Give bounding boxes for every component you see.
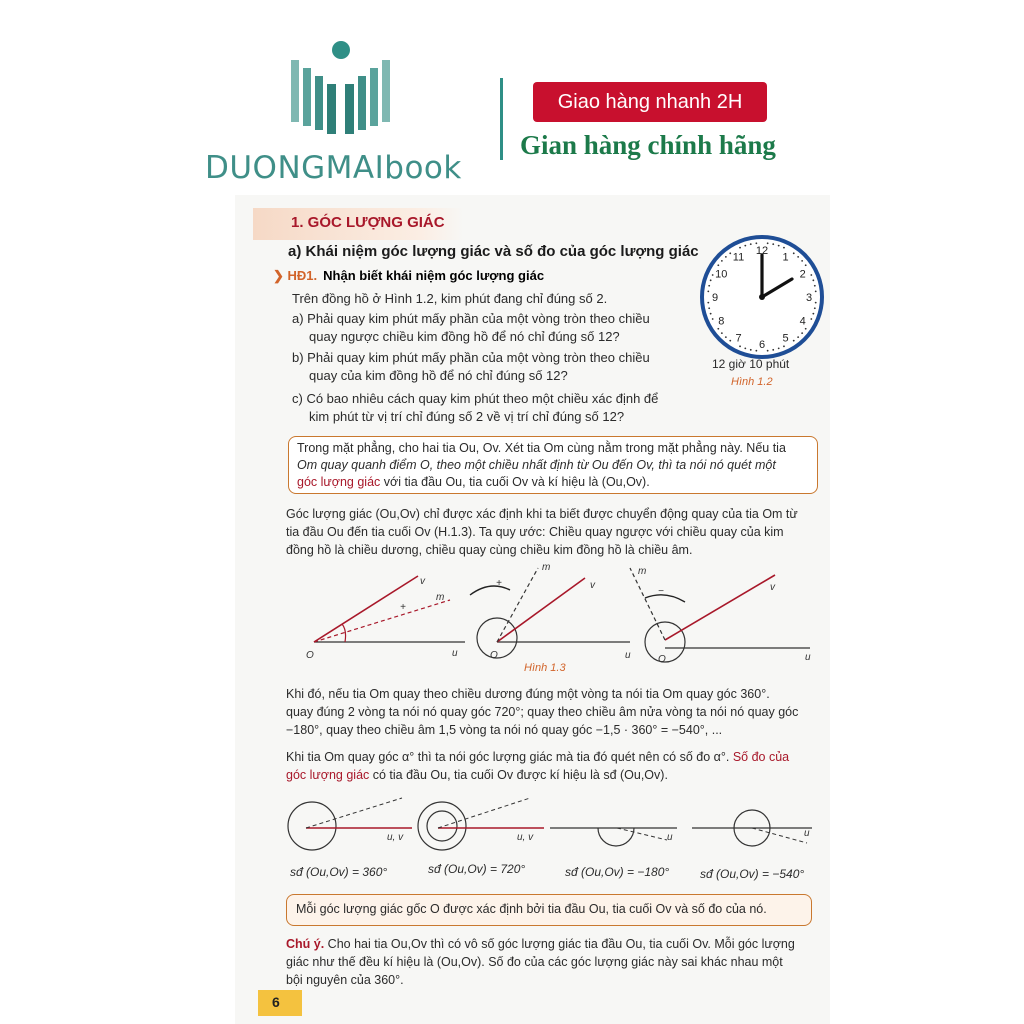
- clock-number-9: 9: [711, 292, 719, 304]
- fig13-label-O-3: O: [658, 654, 666, 665]
- fig13-label-O-2: O: [490, 650, 498, 661]
- measure-label-minus180: sđ (Ou,Ov) = −180°: [565, 865, 670, 879]
- clock-tick: [725, 336, 727, 338]
- clock-tick: [805, 264, 807, 266]
- measure-label-minus540: sđ (Ou,Ov) = −540°: [700, 867, 805, 881]
- clock-tick: [750, 349, 752, 351]
- fig13-label-O: O: [306, 650, 314, 661]
- clock-tick: [797, 256, 799, 258]
- clock-tick: [755, 350, 757, 352]
- clock-number-1: 1: [782, 251, 789, 264]
- figure-1-3: [300, 560, 820, 670]
- fig13-label-v-3: v: [770, 582, 775, 593]
- paragraph1-line2: tia đầu Ou đến tia cuối Ov (H.1.3). Ta quy ước: Chiều quay ngược với chiều quay của kim: [286, 525, 784, 539]
- summary-text: Mỗi góc lượng giác gốc O được xác định bởi tia đầu Ou, tia cuối Ov và số đo của nó.: [296, 902, 767, 916]
- clock-tick: [793, 340, 795, 342]
- clock-tick: [707, 302, 709, 304]
- clock-tick: [767, 242, 769, 244]
- paragraph1-line1: Góc lượng giác (Ou,Ov) chỉ được xác định khi ta biết được chuyển động quay của tia Om từ: [286, 507, 798, 521]
- paragraph2-line2: quay đúng 2 vòng ta nói nó quay góc 720°; quay theo chiều âm nửa vòng ta nói nó quay góc: [286, 705, 799, 719]
- definition-line3: góc lượng giác với tia đầu Ou, tia cuối Ov và kí hiệu là (Ou,Ov).: [297, 475, 650, 489]
- activity-heading: ❯ HĐ1. Nhận biết khái niệm góc lượng giác: [273, 268, 545, 283]
- measure-uv-1: u, v: [387, 832, 404, 843]
- note-line3: bội nguyên của 360°.: [286, 973, 404, 987]
- clock-tick: [721, 332, 723, 334]
- activity-intro: Trên đồng hồ ở Hình 1.2, kim phút đang chỉ đúng số 2.: [292, 291, 608, 306]
- paragraph2-line1: Khi đó, nếu tia Om quay theo chiều dương đúng một vòng ta nói tia Om quay góc 360°.: [286, 687, 770, 701]
- brand-logo: [285, 38, 397, 136]
- fast-delivery-badge: Giao hàng nhanh 2H: [533, 82, 767, 122]
- question-a-line1: a) Phải quay kim phút mấy phần của một vòng tròn theo chiều: [292, 311, 650, 326]
- measure-label-720: sđ (Ou,Ov) = 720°: [428, 862, 526, 876]
- fig13-label-m: m: [436, 592, 445, 603]
- clock-tick: [810, 274, 812, 276]
- note-line1: Chú ý. Cho hai tia Ou,Ov thì có vô số góc lượng giác tia đầu Ou, tia cuối Ov. Mỗi góc lượng: [286, 937, 795, 951]
- figure-1-2-caption: Hình 1.2: [731, 376, 773, 388]
- fig13-label-v-2: v: [590, 580, 595, 591]
- clock-tick: [750, 243, 752, 245]
- clock-figure: [692, 235, 832, 360]
- store-slogan: Gian hàng chính hãng: [520, 130, 776, 160]
- activity-title: Nhận biết khái niệm góc lượng giác: [323, 268, 545, 283]
- clock-tick: [725, 256, 727, 258]
- activity-tag: HĐ1.: [287, 268, 318, 283]
- fig13-label-v: v: [420, 576, 425, 587]
- clock-tick: [708, 285, 710, 287]
- clock-tick: [783, 247, 785, 249]
- brand-name: DUONGMAIbook: [205, 150, 462, 186]
- clock-tick: [812, 279, 814, 281]
- fig13-label-m-2: m: [542, 562, 551, 573]
- clock-tick: [717, 264, 719, 266]
- clock-tick: [744, 347, 746, 349]
- header-divider: [500, 78, 503, 160]
- clock-time-label: 12 giờ 10 phút: [712, 357, 790, 371]
- paragraph3-line2: góc lượng giác có tia đầu Ou, tia cuối Ov được kí hiệu là sđ (Ou,Ov).: [286, 768, 668, 782]
- paragraph3-line1: Khi tia Om quay góc α° thì ta nói góc lượng giác mà tia đó quét nên có số đo α°. Số đo của: [286, 750, 790, 764]
- clock-number-12: 12: [755, 245, 769, 257]
- clock-tick: [814, 285, 816, 287]
- clock-tick: [778, 347, 780, 349]
- clock-number-10: 10: [715, 268, 728, 281]
- clock-number-8: 8: [718, 315, 725, 328]
- fig13-label-u: u: [452, 648, 458, 659]
- clock-tick: [712, 318, 714, 320]
- clock-tick: [815, 302, 817, 304]
- clock-tick: [801, 260, 803, 262]
- measure-uv-4: u: [804, 828, 810, 839]
- fig13-plus-2: +: [496, 578, 502, 589]
- definition-line1: Trong mặt phẳng, cho hai tia Ou, Ov. Xét tia Om cùng nằm trong mặt phẳng này. Nếu tia: [297, 441, 786, 455]
- clock-tick: [814, 307, 816, 309]
- clock-tick: [729, 252, 731, 254]
- clock-tick: [707, 290, 709, 292]
- clock-number-3: 3: [805, 292, 813, 304]
- paragraph2-line3: −180°, quay theo chiều âm 1,5 vòng ta nói nó quay góc −1,5 · 360° = −540°, ...: [286, 723, 723, 737]
- clock-tick: [801, 332, 803, 334]
- question-c-line2: kim phút từ vị trí chỉ đúng số 2 về vị trí chỉ đúng số 12?: [309, 409, 625, 424]
- clock-number-5: 5: [782, 332, 789, 345]
- clock-tick: [805, 328, 807, 330]
- page-number: 6: [258, 990, 302, 1016]
- clock-tick: [710, 279, 712, 281]
- clock-tick: [710, 313, 712, 315]
- clock-tick: [739, 247, 741, 249]
- fig13-plus-1: +: [400, 602, 406, 613]
- clock-number-6: 6: [758, 339, 766, 351]
- clock-tick: [717, 328, 719, 330]
- question-c-line1: c) Có bao nhiêu cách quay kim phút theo một chiều xác định để: [292, 391, 659, 406]
- fig13-label-u-3: u: [805, 652, 811, 663]
- clock-tick: [712, 274, 714, 276]
- clock-tick: [812, 313, 814, 315]
- fig13-label-m-3: m: [638, 566, 647, 577]
- clock-tick: [772, 243, 774, 245]
- question-b-line2: quay của kim đồng hồ để nó chỉ đúng số 12?: [309, 368, 568, 383]
- clock-tick: [783, 345, 785, 347]
- figure-1-3-caption: Hình 1.3: [524, 662, 566, 674]
- clock-number-11: 11: [732, 251, 745, 264]
- clock-tick: [708, 307, 710, 309]
- clock-tick: [755, 242, 757, 244]
- measure-label-360: sđ (Ou,Ov) = 360°: [290, 865, 388, 879]
- fig13-minus-3: −: [658, 586, 664, 597]
- clock-number-2: 2: [799, 268, 806, 281]
- clock-number-4: 4: [799, 315, 806, 328]
- clock-tick: [778, 245, 780, 247]
- question-b-line1: b) Phải quay kim phút mấy phần của một vòng tròn theo chiều: [292, 350, 650, 365]
- clock-tick: [721, 260, 723, 262]
- clock-tick: [767, 350, 769, 352]
- clock-tick: [810, 318, 812, 320]
- measure-uv-2: u, v: [517, 832, 534, 843]
- clock-tick: [744, 245, 746, 247]
- definition-line2: Om quay quanh điểm O, theo một chiều nhất định từ Ou đến Ov, thì ta nói nó quét một: [297, 458, 776, 472]
- clock-tick: [729, 340, 731, 342]
- clock-tick: [739, 345, 741, 347]
- fig13-label-u-2: u: [625, 650, 631, 661]
- note-line2: giác như thế đều kí hiệu là (Ou,Ov). Số đo của các góc lượng giác này sai khác nhau một: [286, 955, 783, 969]
- clock-tick: [772, 349, 774, 351]
- clock-number-7: 7: [735, 332, 742, 345]
- clock-tick: [797, 336, 799, 338]
- measure-uv-3: u: [667, 832, 673, 843]
- clock-tick: [793, 252, 795, 254]
- angle-measure-figures: [282, 788, 822, 858]
- book-logo-icon: [285, 38, 397, 136]
- paragraph1-line3: đồng hồ là chiều dương, chiều quay cùng chiều kim đồng hồ là chiều âm.: [286, 543, 693, 557]
- section-title: 1. GÓC LƯỢNG GIÁC: [253, 208, 463, 240]
- question-a-line2: quay ngược chiều kim đồng hồ để nó chỉ đúng số 12?: [309, 329, 620, 344]
- clock-tick: [815, 290, 817, 292]
- subsection-title: a) Khái niệm góc lượng giác và số đo của góc lượng giác: [288, 243, 699, 260]
